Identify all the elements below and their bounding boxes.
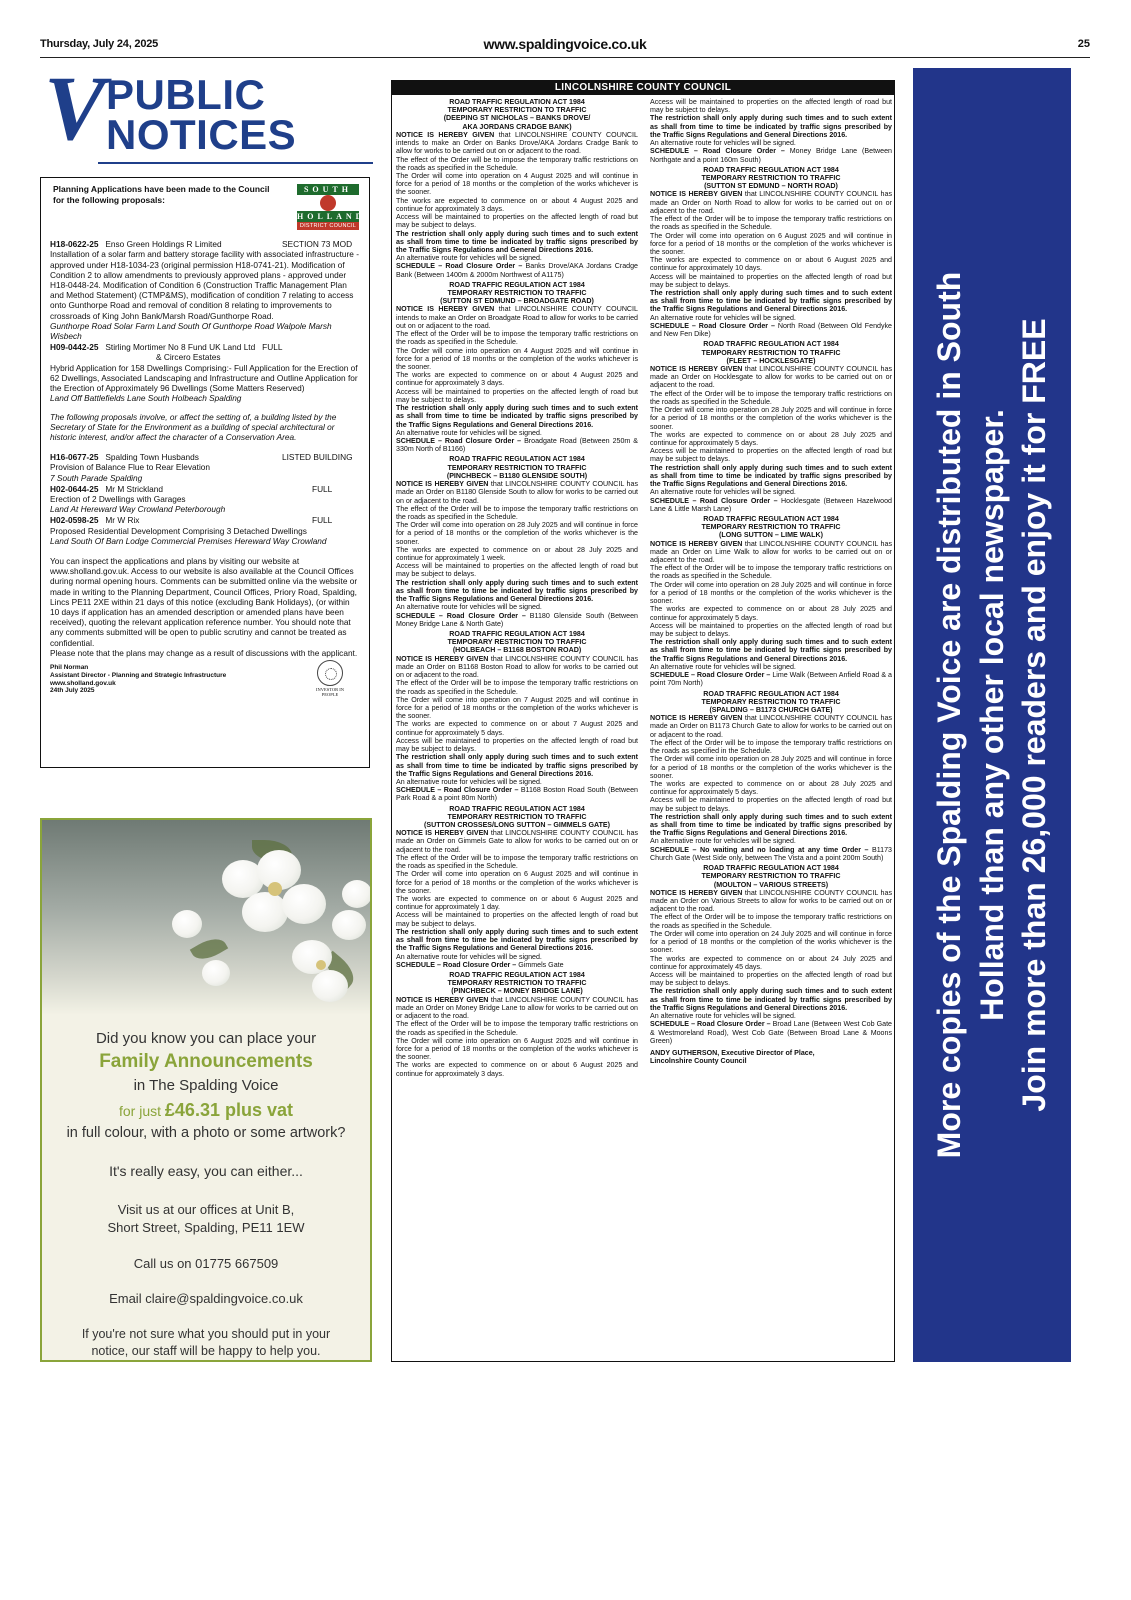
notice-restriction-signs: The restriction shall only apply during such times and to such extent as shall from time to time be indicated by traffic signs prescribed by the Traffic Signs Regulations and General Directions 2016.: [396, 578, 638, 604]
notice-commence: The works are expected to commence on or about 4 August 2025 and continue for approximately 3 days.: [396, 371, 638, 388]
schedule-lead: SCHEDULE – Road Closure Order –: [396, 611, 526, 620]
promo-line3: Join more than 26,000 readers and enjoy it for FREE: [1016, 318, 1053, 1112]
listed-building-intro: The following proposals involve, or affect the setting of, a building listed by the Secretary of State for the Environment as a building of special architectural or historic interest, and/or affect the character of a Conservation Area.: [50, 411, 337, 442]
app-location: Land Off Battlefields Lane South Holbeach Spalding: [50, 393, 242, 404]
schedule-lead: SCHEDULE – Road Closure Order –: [650, 671, 771, 680]
distribution-promo-banner: [913, 68, 1071, 1362]
notice-alt-route: An alternative route for vehicles will be signed.: [650, 139, 796, 148]
schedule-lead: SCHEDULE – Road Closure Order –: [396, 262, 523, 271]
notice-alt-route: An alternative route for vehicles will be signed.: [650, 488, 796, 497]
traffic-notice: [396, 630, 638, 803]
notice-restriction: TEMPORARY RESTRICTION TO TRAFFIC: [447, 289, 587, 298]
notice-restriction: TEMPORARY RESTRICTION TO TRAFFIC: [447, 106, 587, 115]
notice-location: (LONG SUTTON – LIME WALK): [719, 531, 823, 540]
notice-access: Access will be maintained to properties on the affected length of road but may be subject to delays.: [650, 970, 892, 988]
planning-intro: Planning Applications have been made to the Council for the following proposals:: [53, 184, 270, 205]
notice-access: Access will be maintained to properties on the affected length of road but may be subject to delays.: [650, 621, 892, 638]
traffic-notice: [396, 98, 638, 279]
application-list: [50, 239, 360, 403]
notice-body: that LINCOLNSHIRE COUNTY COUNCIL intends to make an Order on Banks Drove/AKA Jordans Cradge Bank to allow for works to be carried out on or adjacent to the road.: [396, 130, 638, 156]
schedule-lead: SCHEDULE – Road Closure Order –: [396, 786, 519, 795]
app-location: Land South Of Barn Lodge Commercial Premises Hereward Way Crowland: [50, 535, 327, 546]
notice-restriction-signs: The restriction shall only apply during such times and to such extent as shall from time to time be indicated by traffic signs prescribed by the Traffic Signs Regulations and General Directions 2016.: [650, 638, 892, 663]
traffic-notice: [396, 971, 638, 1078]
notice-schedule: [650, 846, 892, 862]
notice-lead: NOTICE IS HEREBY GIVEN: [396, 305, 495, 314]
notice-act: ROAD TRAFFIC REGULATION ACT 1984: [449, 804, 585, 813]
notice-body: that LINCOLNSHIRE COUNTY COUNCIL has made an Order on North Road to allow for works to be carried out on or adjacent to the road.: [650, 190, 892, 215]
notice-location-2: AKA JORDANS CRADGE BANK): [462, 122, 572, 131]
notice-effect: The effect of the Order will be to impose the temporary traffic restrictions on the roads as specified in the Schedule.: [396, 1020, 638, 1037]
schedule-lead: SCHEDULE – Road Closure Order –: [650, 1020, 771, 1029]
schedule-text: North Road (Between Old Fendyke and New Fen Dike): [650, 321, 892, 339]
notice-restriction: TEMPORARY RESTRICTION TO TRAFFIC: [701, 872, 841, 881]
planning-applications-notice: [40, 177, 370, 768]
notice-location: (HOLBEACH – B1168 BOSTON ROAD): [452, 646, 582, 655]
section-title-line1: PUBLIC: [106, 71, 266, 118]
traffic-notice: [650, 864, 892, 1045]
blossom-photo: [42, 820, 370, 1015]
ad-line3: in The Spalding Voice: [133, 1077, 279, 1094]
notice-effect: The effect of the Order will be to impose the temporary traffic restrictions on the roads as specified in the Schedule.: [396, 679, 638, 696]
application-item: [50, 452, 360, 483]
notice-commence: The works are expected to commence on or about 4 August 2025 and continue for approximately 3 days.: [396, 196, 638, 213]
investor-in-people-logo: [308, 660, 352, 698]
schedule-text: Banks Drove/AKA Jordans Cradge Bank (Between 1400m & 2000m Northwest of A1175): [396, 262, 638, 279]
traffic-notice: [650, 515, 892, 688]
notice-body: that LINCOLNSHIRE COUNTY COUNCIL has made an Order on Lime Walk to allow for works to be carried out on or adjacent to the road.: [650, 539, 892, 565]
iip-label: INVESTOR IN PEOPLE: [315, 686, 345, 697]
notice-location: (FLEET – HOCKLESGATE): [726, 356, 816, 365]
app-applicant: Spalding Town Husbands: [105, 452, 199, 463]
app-ref: H02-0598-25: [50, 515, 99, 526]
ad-email[interactable]: Email claire@spaldingvoice.co.uk: [109, 1291, 303, 1307]
notice-act: ROAD TRAFFIC REGULATION ACT 1984: [703, 165, 839, 174]
site-url[interactable]: www.spaldingvoice.co.uk: [483, 36, 647, 52]
schedule-text: B1168 Boston Road South (Between Park Road & a point 80m North): [396, 786, 638, 803]
lincolnshire-notices: [391, 80, 895, 1362]
traffic-notice: [396, 455, 638, 628]
notice-location: (PINCHBECK – B1180 GLENSIDE SOUTH): [446, 471, 588, 480]
notice-operation: The Order will come into operation on 6 August 2025 and will continue in force for a period of 18 months or the completion of the works whichever is the sooner.: [396, 870, 638, 895]
notice-location: (SPALDING – B1173 CHURCH GATE): [709, 705, 833, 714]
notice-restriction: TEMPORARY RESTRICTION TO TRAFFIC: [701, 697, 841, 706]
notice-lead-paragraph: [396, 480, 638, 505]
notice-access: Access will be maintained to properties on the affected length of road but may be subject to delays.: [650, 796, 892, 813]
notice-commence: The works are expected to commence on or about 7 August 2025 and continue for approximately 5 days.: [396, 720, 638, 737]
signature-block: [50, 664, 360, 695]
notice-body: that LINCOLNSHIRE COUNTY COUNCIL intends to make an Order on Broadgate Road to allow for works to be carried out on or adjacent to the road.: [396, 305, 638, 330]
lcc-columns: [396, 98, 893, 1361]
schedule-text: Gimmels Gate: [518, 960, 564, 969]
schedule-text: Hocklesgate (Between Hazelwood Lane & Little Marsh Lane): [650, 496, 892, 513]
lcc-signoff: [650, 1049, 892, 1065]
notice-alt-route: An alternative route for vehicles will be signed.: [396, 428, 542, 437]
notice-act: ROAD TRAFFIC REGULATION ACT 1984: [449, 970, 585, 979]
notice-access: Access will be maintained to properties on the affected length of road but may be subject to delays.: [396, 562, 638, 579]
family-announcements-ad: [40, 818, 372, 1362]
notice-lead: NOTICE IS HEREBY GIVEN: [396, 829, 489, 838]
notice-effect: The effect of the Order will be to impose the temporary traffic restrictions on the roads as specified in the Schedule.: [396, 330, 638, 347]
notice-body: that LINCOLNSHIRE COUNTY COUNCIL has made an Order on Gimmels Gate to allow for works to be carried out on or adjacent to the road.: [396, 829, 638, 854]
ad-headline: Family Announcements: [99, 1051, 313, 1072]
traffic-notice: [396, 805, 638, 969]
notice-alt-route: An alternative route for vehicles will be signed.: [650, 837, 796, 846]
issue-date: Thursday, July 24, 2025: [40, 38, 159, 50]
notice-alt-route: An alternative route for vehicles will be signed.: [396, 254, 542, 263]
notice-commence: The works are expected to commence on or about 28 July 2025 and continue for approximately 5 days.: [650, 430, 892, 447]
notice-lead-paragraph: [396, 996, 638, 1021]
schedule-lead: SCHEDULE – Road Closure Order –: [396, 960, 517, 969]
notice-access: Access will be maintained to properties on the affected length of road but may be subject to delays.: [650, 447, 892, 464]
notice-operation: The Order will come into operation on 4 August 2025 and will continue in force for a period of 18 months or the completion of the works whichever is the sooner.: [396, 346, 638, 371]
ad-visit: [42, 1201, 370, 1236]
notice-location: (SUTTON ST EDMUND – NORTH ROAD): [704, 182, 838, 191]
notice-commence: The works are expected to commence on or about 28 July 2025 and continue for approximately 1 week.: [396, 545, 638, 563]
app-location: Land At Hereward Way Crowland Peterborough: [50, 504, 226, 515]
notice-operation: The Order will come into operation on 7 August 2025 and will continue in force for a period of 18 months or the completion of the works whichever is the sooner.: [396, 695, 638, 721]
notice-effect: The effect of the Order will be to impose the temporary traffic restrictions on the roads as specified in the Schedule.: [650, 215, 892, 232]
lcc-column-left: [396, 98, 638, 1080]
notice-commence: The works are expected to commence on or about 6 August 2025 and continue for approximately 1 day.: [396, 895, 638, 912]
ad-price: £46.31 plus vat: [164, 1100, 293, 1120]
notice-act: ROAD TRAFFIC REGULATION ACT 1984: [703, 864, 839, 873]
app-applicant: Mr W Rix: [105, 515, 140, 526]
notice-access: Access will be maintained to properties on the affected length of road but may be subject to delays.: [396, 736, 638, 754]
ad-line5: in full colour, with a photo or some artwork?: [66, 1125, 346, 1141]
app-desc: Provision of Balance Flue to Rear Elevation: [50, 462, 211, 473]
notice-operation: The Order will come into operation on 6 August 2025 and will continue in force for a period of 18 months or the completion of the works whichever is the sooner.: [650, 231, 892, 256]
south-holland-logo: [297, 184, 366, 230]
voice-v-icon: V: [44, 57, 106, 159]
notice-location: (MOULTON – VARIOUS STREETS): [713, 880, 829, 889]
notice-alt-route: An alternative route for vehicles will be signed.: [396, 603, 542, 612]
notice-lead-paragraph: [650, 889, 892, 914]
notice-lead: NOTICE IS HEREBY GIVEN: [650, 365, 743, 373]
notice-lead-paragraph: [396, 131, 638, 156]
notice-schedule: [396, 437, 638, 453]
promo-line1: More copies of the Spalding Voice are distributed in South: [931, 271, 968, 1159]
council-logo-top: SOUTH: [297, 184, 359, 195]
notice-lead-paragraph: [396, 305, 638, 330]
app-applicant: Mr M Strickland: [105, 483, 163, 494]
notice-lead: NOTICE IS HEREBY GIVEN: [396, 480, 489, 489]
signatory-title: Assistant Director - Planning and Strategic Infrastructure: [50, 671, 227, 679]
notice-access: Access will be maintained to properties on the affected length of road but may be subject to delays.: [396, 911, 638, 928]
app-type: LISTED BUILDING: [282, 452, 353, 463]
ad-price-prefix: for just: [119, 1103, 162, 1119]
notice-schedule: [396, 961, 638, 969]
notice-lead: NOTICE IS HEREBY GIVEN: [650, 190, 743, 199]
traffic-notice: [650, 166, 892, 339]
app-desc: Installation of a solar farm and battery storage facility with associated infrastructure - approved under H18-1034-23 (original permission H18-0741-21). Modification of Condition 2 to allow amendments to previously approved plans - approved under H18-0448-24. Modification of Condition 6 (Construction Traffic Management Plan and Method Statement) (CTMP&MS), modification of condition 7 relating to access onto Gunthorpe Road and removal of condition 8 relating to improvements to crossroads of King John Bank/Marsh Road/Gunthorpe Road.: [50, 249, 359, 321]
schedule-text: B1180 Glenside South (Between Money Bridge Lane & North Gate): [396, 611, 638, 628]
notice-location: (SUTTON CROSSES/LONG SUTTON – GIMMELS GATE): [423, 821, 611, 830]
application-item: [50, 484, 360, 515]
app-desc: Erection of 2 Dwellings with Garages: [50, 493, 186, 504]
application-item: [50, 239, 360, 341]
notice-commence: The works are expected to commence on or about 28 July 2025 and continue for approximately 5 days.: [650, 605, 892, 622]
promo-text: [928, 80, 1056, 1350]
schedule-text: Lime Walk (Between Anfield Road & a point 70m North): [650, 671, 893, 688]
app-ref: H09-0442-25: [50, 342, 99, 353]
ad-help-line1: If you're not sure what you should put in your: [81, 1327, 331, 1342]
notice-lead-paragraph: [396, 655, 638, 680]
notice-alt-route: An alternative route for vehicles will be signed.: [650, 662, 796, 671]
signoff-org: Lincolnshire County Council: [650, 1057, 747, 1066]
notice-act: ROAD TRAFFIC REGULATION ACT 1984: [703, 340, 839, 349]
notice-access: Access will be maintained to properties on the affected length of road but may be subject to delays.: [396, 387, 638, 404]
notice-lead-paragraph: [650, 190, 892, 215]
signatory-date: 24th July 2025: [50, 687, 95, 695]
notice-location: (SUTTON ST EDMUND – BROADGATE ROAD): [440, 297, 594, 306]
note-text: Please note that the plans may change as a result of discussions with the applicant.: [50, 647, 358, 658]
notice-operation: The Order will come into operation on 24 July 2025 and will continue in force for a period of 18 months or the completion of the works whichever is the sooner.: [650, 929, 892, 955]
schedule-text: Broad Lane (Between West Cob Gate & Westmoreland Road), West Cob Gate (Between Broad Lane & Moons Green): [650, 1020, 892, 1045]
notice-operation: The Order will come into operation on 28 July 2025 and will continue in force for a period of 18 months or the completion of the works whichever is the sooner.: [650, 755, 892, 780]
notice-body: that LINCOLNSHIRE COUNTY COUNCIL has made an Order on B1173 Church Gate to allow for works to be carried out on or adjacent to the road.: [650, 714, 892, 739]
traffic-notice: [396, 281, 638, 454]
notice-restriction-signs: The restriction shall only apply during such times and to such extent as shall from time to time be indicated by traffic signs prescribed by the Traffic Signs Regulations and General Directions 2016.: [396, 753, 638, 778]
notice-restriction-signs: The restriction shall only apply during such times and to such extent as shall from time to time be indicated by traffic signs prescribed by the Traffic Signs Regulations and General Directions 2016.: [650, 987, 892, 1012]
notice-access: Access will be maintained to properties on the affected length of road but may be subject to delays.: [650, 272, 892, 289]
traffic-notice: [650, 690, 892, 863]
notice-operation: The Order will come into operation on 4 August 2025 and will continue in force for a period of 18 months or the completion of the works whichever is the sooner.: [396, 171, 638, 197]
notice-lead: NOTICE IS HEREBY GIVEN: [396, 995, 489, 1004]
notice-restriction: TEMPORARY RESTRICTION TO TRAFFIC: [701, 523, 841, 532]
app-location: 7 South Parade Spalding: [50, 472, 143, 483]
notice-operation: The Order will come into operation on 6 August 2025 and will continue in force for a period of 18 months or the completion of the works whichever is the sooner.: [396, 1036, 638, 1062]
notice-effect: The effect of the Order will be to impose the temporary traffic restrictions on the roads as specified in the Schedule.: [396, 853, 638, 871]
schedule-text: B1173 Church Gate (West Side only, between The Vista and a point 200m South): [650, 845, 892, 862]
notice-body: that LINCOLNSHIRE COUNTY COUNCIL has made an Order on Money Bridge Lane to allow for works to be carried out on or adjacent to the road.: [396, 995, 638, 1021]
family-ad-text: [42, 1018, 370, 1360]
notice-effect: The effect of the Order will be to impose the temporary traffic restrictions on the roads as specified in the Schedule.: [650, 564, 892, 581]
signatory-web[interactable]: www.sholland.gov.uk: [50, 679, 116, 687]
notice-access: Access will be maintained to properties on the affected length of road but may be subject to delays.: [650, 98, 892, 115]
notice-restriction-signs: The restriction shall only apply during such times and to such extent as shall from time to time be indicated by traffic signs prescribed by the Traffic Signs Regulations and General Directions 2016.: [396, 927, 638, 953]
notice-effect: The effect of the Order will be to impose the temporary traffic restrictions on the roads as specified in the Schedule.: [650, 738, 892, 756]
notice-lead: NOTICE IS HEREBY GIVEN: [650, 888, 743, 897]
app-type: SECTION 73 MOD: [282, 239, 353, 250]
app-ref: H18-0622-25: [50, 239, 99, 250]
notice-alt-route: An alternative route for vehicles will be signed.: [396, 777, 542, 786]
notice-lead: NOTICE IS HEREBY GIVEN: [650, 539, 743, 548]
notice-restriction: TEMPORARY RESTRICTION TO TRAFFIC: [447, 979, 587, 988]
notice-lead-paragraph: [650, 540, 892, 565]
notice-lead: NOTICE IS HEREBY GIVEN: [650, 714, 743, 723]
notice-act: ROAD TRAFFIC REGULATION ACT 1984: [449, 280, 585, 289]
notice-lead-paragraph: [396, 829, 638, 854]
app-ref: H16-0677-25: [50, 452, 99, 463]
signatory-name: Phil Norman: [50, 663, 89, 671]
notice-location: (DEEPING ST NICHOLAS – BANKS DROVE/: [443, 114, 591, 123]
notice-restriction-signs: The restriction shall only apply during such times and to such extent as shall from time to time be indicated by traffic signs prescribed by the Traffic Signs Regulations and General Directions 2016.: [650, 289, 892, 314]
ad-help: [42, 1326, 370, 1360]
notice-act: ROAD TRAFFIC REGULATION ACT 1984: [703, 689, 839, 698]
notice-restriction-signs: The restriction shall only apply during such times and to such extent as shall from time to time be indicated by traffic signs prescribed by the Traffic Signs Regulations and General Directions 2016.: [396, 229, 638, 254]
traffic-notice: [650, 340, 892, 513]
notice-effect: The effect of the Order will be to impose the temporary traffic restrictions on the roads as specified in the Schedule.: [396, 504, 638, 521]
schedule-lead: SCHEDULE – Road Closure Order –: [650, 496, 778, 505]
ad-visit-line1: Visit us at our offices at Unit B,: [117, 1202, 295, 1217]
notice-restriction: TEMPORARY RESTRICTION TO TRAFFIC: [701, 173, 841, 182]
traffic-notice: [650, 98, 892, 164]
council-logo-bottom: HOLLAND: [297, 212, 366, 221]
notice-lead-paragraph: [650, 365, 892, 390]
notice-commence: The works are expected to commence on or about 6 August 2025 and continue for approximately 3 days.: [396, 1061, 638, 1078]
schedule-text: Money Bridge Lane (Between Northgate and a point 160m South): [650, 147, 892, 164]
schedule-lead: SCHEDULE – Road Closure Order –: [650, 147, 785, 156]
notice-lead: NOTICE IS HEREBY GIVEN: [396, 130, 495, 139]
application-item: [50, 515, 360, 546]
notice-schedule: [650, 497, 892, 513]
notice-body: that LINCOLNSHIRE COUNTY COUNCIL has made an Order on B1180 Glenside South to allow for works to be carried out on or adjacent to the road.: [396, 480, 638, 505]
ad-help-line2: notice, our staff will be happy to help you.: [91, 1343, 321, 1358]
app-applicant: Enso Green Holdings R Limited: [105, 239, 222, 250]
notice-act: ROAD TRAFFIC REGULATION ACT 1984: [449, 98, 585, 106]
notice-alt-route: An alternative route for vehicles will be signed.: [650, 1012, 796, 1021]
page-number: 25: [1077, 38, 1090, 50]
council-logo-sub: DISTRICT COUNCIL: [297, 222, 359, 230]
notice-operation: The Order will come into operation on 28 July 2025 and will continue in force for a period of 18 months or the completion of the works whichever is the sooner.: [650, 406, 892, 431]
ad-call[interactable]: Call us on 01775 667509: [133, 1256, 279, 1272]
schedule-text: Broadgate Road (Between 250m & 330m North of B1166): [396, 436, 638, 454]
notice-body: that LINCOLNSHIRE COUNTY COUNCIL has made an Order on B1168 Boston Road to allow for works to be carried out on or adjacent to the road.: [396, 654, 638, 680]
notice-body: that LINCOLNSHIRE COUNTY COUNCIL has made an Order on Various Streets to allow for works to be carried out on or adjacent to the road.: [650, 888, 892, 914]
page-header: [40, 36, 1090, 58]
notice-schedule: [396, 786, 638, 802]
signoff-name: ANDY GUTHERSON, Executive Director of Place,: [650, 1048, 815, 1057]
notice-act: ROAD TRAFFIC REGULATION ACT 1984: [449, 455, 585, 464]
app-applicant-2: & Circero Estates: [156, 352, 221, 363]
app-type: FULL: [262, 342, 283, 353]
notice-lead: NOTICE IS HEREBY GIVEN: [396, 654, 489, 663]
inspect-text: You can inspect the applications and plans by visiting our website at www.sholland.gov.uk. Access to our website is also available at the Council Offices during normal opening hours. Comments can be submitted online via the website or made in writing to the Planning Department, Council Offices, Priory Road, Spalding, Lincs PE11 2XE within 21 days of this notice (excluding Bank Holidays), (or within 10 days if application has an amended description or amended plans have been received), quoting the relevant application reference number. You should note that any comments submitted will be open to public scrutiny and cannot be treated as confidential.: [50, 555, 358, 648]
promo-line2: Holland than any other local newspaper.: [973, 409, 1010, 1021]
ad-price-line: [42, 1100, 370, 1121]
notice-restriction: TEMPORARY RESTRICTION TO TRAFFIC: [447, 812, 587, 821]
notice-restriction-signs: The restriction shall only apply during such times and to such extent as shall from time to time be indicated by traffic signs prescribed by the Traffic Signs Regulations and General Directions 2016.: [650, 463, 892, 489]
notice-schedule: [650, 322, 892, 338]
notice-operation: The Order will come into operation on 28 July 2025 and will continue in force for a period of 18 months or the completion of the works whichever is the sooner.: [396, 521, 638, 546]
notice-restriction-signs: The restriction shall only apply during such times and to such extent as shall from time to time be indicated by traffic signs prescribed by the Traffic Signs Regulations and General Directions 2016.: [650, 812, 892, 838]
section-title-rule: [98, 162, 373, 164]
section-title-line2: NOTICES: [106, 111, 297, 158]
notice-operation: The Order will come into operation on 28 July 2025 and will continue in force for a period of 18 months or the completion of the works whichever is the sooner.: [650, 580, 892, 606]
schedule-lead: SCHEDULE – Road Closure Order –: [396, 436, 522, 445]
notice-commence: The works are expected to commence on or about 6 August 2025 and continue for approximately 10 days.: [650, 256, 892, 273]
app-location: Gunthorpe Road Solar Farm Land South Of Gunthorpe Road Walpole Marsh Wisbech: [50, 320, 332, 342]
notice-effect: The effect of the Order will be to impose the temporary traffic restrictions on the roads as specified in the Schedule.: [396, 155, 638, 172]
notice-alt-route: An alternative route for vehicles will be signed.: [396, 952, 542, 961]
schedule-lead: SCHEDULE – No waiting and no loading at any time Order –: [650, 845, 869, 854]
notice-schedule: [650, 147, 892, 163]
app-type: FULL: [312, 515, 333, 526]
app-type: FULL: [312, 483, 333, 494]
lcc-column-right: [650, 98, 892, 1065]
app-desc: Proposed Residential Development Comprising 3 Detached Dwellings: [50, 525, 307, 536]
laurel-icon: [317, 660, 343, 686]
notice-schedule: [396, 262, 638, 278]
notice-effect: The effect of the Order will be to impose the temporary traffic restrictions on the roads as specified in the Schedule.: [650, 389, 892, 406]
lcc-header: LINCOLNSHIRE COUNTY COUNCIL: [392, 81, 894, 95]
notice-restriction-signs: The restriction shall only apply during such times and to such extent as shall from time to time be indicated by traffic signs prescribed by the Traffic Signs Regulations and General Directions 2016.: [650, 114, 892, 139]
app-ref: H02-0644-25: [50, 483, 99, 494]
notice-body: that LINCOLNSHIRE COUNTY COUNCIL has made an Order on Hocklesgate to allow for works to be carried out on or adjacent to the road.: [650, 365, 892, 390]
tulip-icon: [297, 195, 359, 211]
application-item: [50, 342, 360, 403]
app-desc: Hybrid Application for 158 Dwellings Comprising:- Full Application for the Erection of 62 Dwellings, Associated Landscaping and Infrastructure and Outline Application for the Erection of Approximately 96 Dwellings (Some Matters Reserved): [50, 362, 358, 394]
listed-application-list: [50, 452, 360, 546]
notice-schedule: [396, 612, 638, 628]
notice-schedule: [650, 1020, 892, 1045]
notice-restriction-signs: The restriction shall only apply during such times and to such extent as shall from time to time be indicated by traffic signs prescribed by the Traffic Signs Regulations and General Directions 2016.: [396, 404, 638, 429]
notice-effect: The effect of the Order will be to impose the temporary traffic restrictions on the roads as specified in the Schedule.: [650, 913, 892, 930]
app-applicant: Stirling Mortimer No 8 Fund UK Land Ltd: [105, 342, 256, 353]
notice-location: (PINCHBECK – MONEY BRIDGE LANE): [451, 987, 583, 996]
notice-lead-paragraph: [650, 714, 892, 739]
schedule-lead: SCHEDULE – Road Closure Order –: [650, 321, 775, 330]
notice-restriction: TEMPORARY RESTRICTION TO TRAFFIC: [447, 463, 587, 472]
notice-restriction: TEMPORARY RESTRICTION TO TRAFFIC: [447, 638, 587, 647]
notice-act: ROAD TRAFFIC REGULATION ACT 1984: [703, 514, 839, 523]
ad-line1: Did you know you can place your: [95, 1030, 317, 1047]
ad-visit-line2: Short Street, Spalding, PE11 1EW: [107, 1219, 305, 1235]
ad-line6: It's really easy, you can either...: [109, 1163, 303, 1179]
notice-alt-route: An alternative route for vehicles will be signed.: [650, 313, 796, 322]
notice-act: ROAD TRAFFIC REGULATION ACT 1984: [449, 630, 585, 638]
public-notices-logo: [40, 57, 380, 166]
notice-commence: The works are expected to commence on or about 28 July 2025 and continue for approximately 5 days.: [650, 779, 892, 797]
notice-commence: The works are expected to commence on or about 24 July 2025 and continue for approximately 45 days.: [650, 954, 892, 971]
notice-restriction: TEMPORARY RESTRICTION TO TRAFFIC: [701, 348, 841, 357]
notice-schedule: [650, 671, 892, 687]
notice-access: Access will be maintained to properties on the affected length of road but may be subject to delays.: [396, 213, 638, 230]
